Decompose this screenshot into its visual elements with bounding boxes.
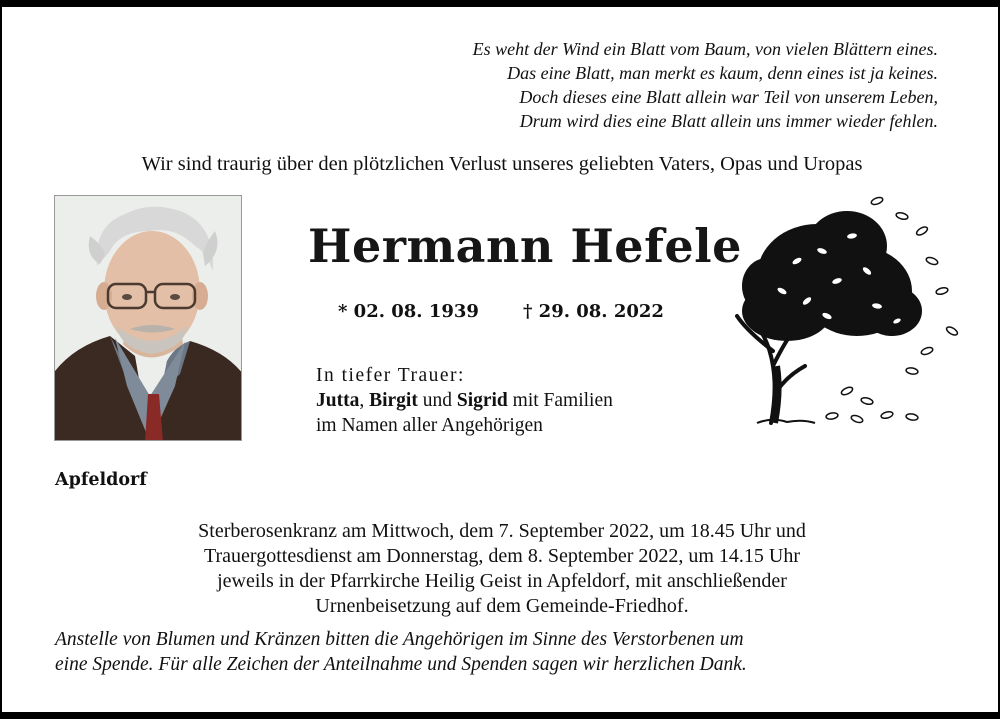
poem [473, 37, 938, 133]
mourner-name: Birgit [369, 390, 418, 411]
mourners-names [316, 388, 613, 413]
closing-line: Anstelle von Blumen und Kränzen bitten die Angehörigen im Sinne des Verstorbenen um [55, 629, 744, 650]
name-separator: , [359, 390, 370, 411]
windblown-tree-icon [727, 191, 962, 429]
mourners-relatives: im Namen aller Angehörigen [316, 415, 543, 436]
mourning-heading: In tiefer Trauer: [316, 365, 465, 386]
mourner-name: Sigrid [456, 390, 508, 411]
poem-line: Das eine Blatt, man merkt es kaum, denn eines ist ja keines. [507, 63, 938, 83]
mourner-name: Jutta [316, 390, 360, 411]
mourners-block [316, 363, 613, 438]
mourners-suffix: mit Familien [507, 390, 613, 411]
poem-line: Doch dieses eine Blatt allein war Teil von unserem Leben, [519, 87, 938, 107]
closing-note [55, 627, 955, 677]
service-line: Sterberosenkranz am Mittwoch, dem 7. September 2022, um 18.45 Uhr und [198, 520, 806, 542]
service-line: jeweils in der Pfarrkirche Heilig Geist in Apfeldorf, mit anschließender [217, 570, 787, 592]
service-info [2, 519, 1000, 619]
closing-line: eine Spende. Für alle Zeichen der Anteilnahme und Spenden sagen wir herzlichen Dank. [55, 654, 747, 675]
service-line: Urnenbeisetzung auf dem Gemeinde-Friedhof. [315, 595, 689, 617]
deceased-name: Hermann Hefele [308, 219, 742, 273]
portrait-illustration [55, 196, 242, 441]
name-separator: und [417, 390, 457, 411]
death-date: † 29. 08. 2022 [523, 301, 664, 322]
intro-text: Wir sind traurig über den plötzlichen Verlust unseres geliebten Vaters, Opas und Uropas [141, 153, 863, 175]
service-line: Trauergottesdienst am Donnerstag, dem 8. September 2022, um 14.15 Uhr [203, 545, 801, 567]
poem-line: Es weht der Wind ein Blatt vom Baum, von vielen Blättern eines. [472, 39, 938, 59]
poem-line: Drum wird dies eine Blatt allein uns immer wieder fehlen. [519, 111, 938, 131]
portrait-photo [54, 195, 242, 441]
place-name: Apfeldorf [55, 470, 147, 490]
birth-date: * 02. 08. 1939 [338, 301, 479, 322]
